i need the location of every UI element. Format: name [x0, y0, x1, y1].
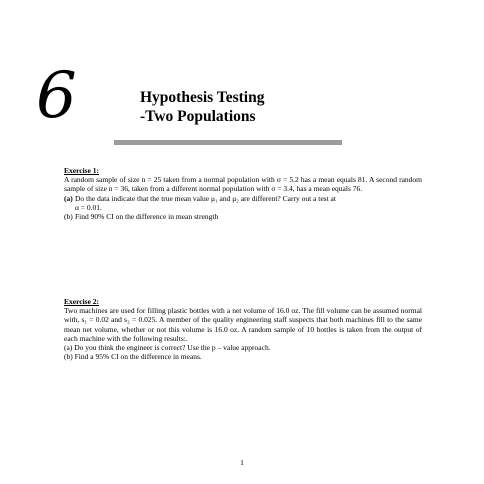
exercise-1-item-b-label: (b): [64, 212, 73, 222]
exercise-2-item-b: (b) Find a 95% CI on the difference in means.: [64, 352, 202, 362]
title-rule: [114, 140, 342, 145]
exercise-1-item-b: [64, 212, 422, 221]
exercise-1-item-a-label: (a): [64, 193, 73, 203]
chapter-title: [140, 88, 264, 126]
exercise-2-title: Exercise 2:: [64, 297, 100, 306]
page-number: 1: [240, 458, 244, 467]
exercise-1-body: A random sample of size n = 25 taken from a normal population with σ = 5.2 has a mean equals 81. A second random sample of size n = 36, taken from a different normal population with σ = 3.4, has a mean equals 76.: [64, 175, 422, 194]
exercise-1-item-a-text: Do the data indicate that the true mean value μ₁ and μ₂ are different? Carry out a test at: [75, 193, 336, 203]
exercise-2-item-a: (a) Do you think the engineer is correct? Use the p – value approach.: [64, 343, 271, 353]
chapter-number: 6: [36, 59, 77, 133]
exercise-1: [64, 166, 422, 221]
chapter-title-line1: Hypothesis Testing: [140, 89, 265, 106]
exercise-1-item-a: [64, 194, 422, 203]
chapter-title-line2: -Two Populations: [140, 108, 256, 125]
exercise-1-item-a-cont: α = 0.01.: [75, 202, 102, 212]
exercise-1-item-b-text: Find 90% CI on the difference in mean strength: [75, 212, 219, 222]
exercise-2: [64, 297, 422, 361]
exercise-2-body: Two machines are used for filling plastic bottles with a net volume of 16.0 oz. The fill volume can be assumed normal with, s₁ = 0.02 and s₂ = 0.025. A member of the quality engineering staff suspects that both machines fill to the same mean net volume, whether or not this volume is 16.0 oz. A random sample of 10 bottles is taken from the output of each machine with the following results:.: [64, 306, 422, 343]
exercise-1-title: Exercise 1:: [64, 166, 100, 175]
